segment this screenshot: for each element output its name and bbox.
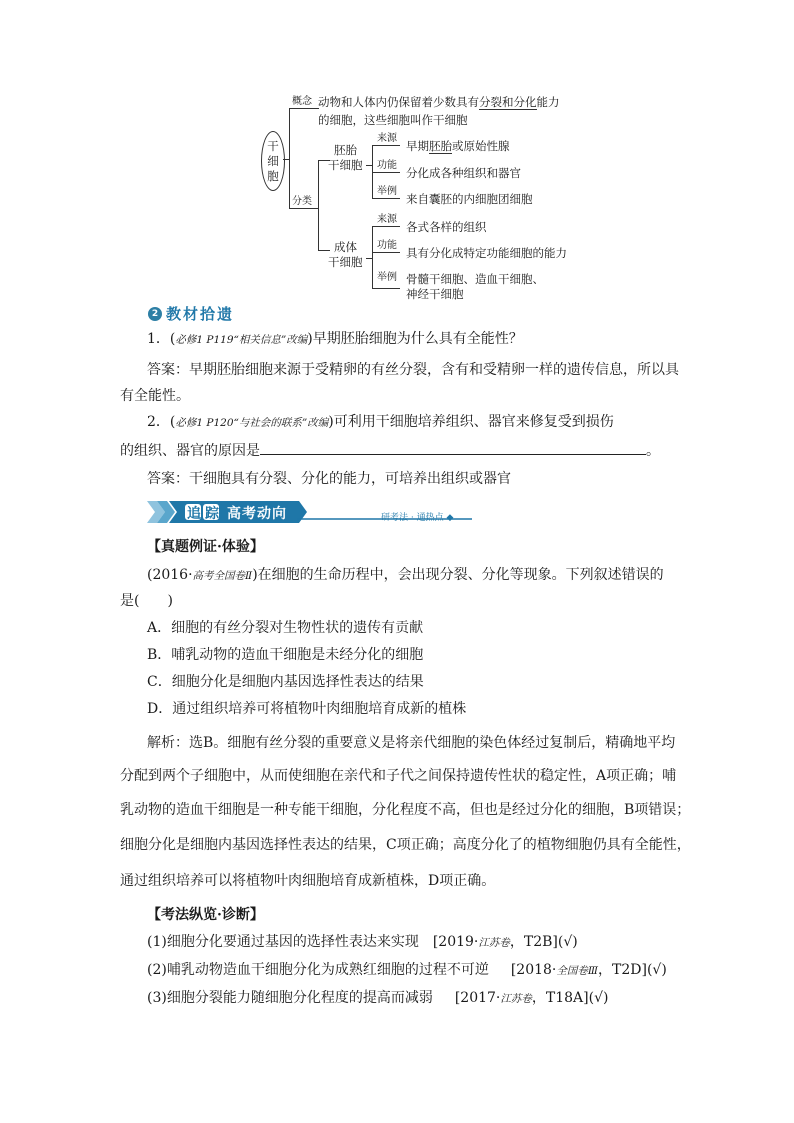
stem-source: 高考全国卷Ⅱ — [192, 570, 253, 582]
bracket-vertical — [372, 226, 373, 288]
zhenti-stem-line2: 是( ) — [120, 593, 173, 609]
explanation-line1: 解析：选B。细胞有丝分裂的重要意义是将亲代细胞的染色体经过复制后，精确地平均 — [147, 735, 676, 751]
option-c[interactable]: C．细胞分化是细胞内基因选择性表达的结果 — [147, 674, 424, 690]
question-text: 的组织、器官的原因是 — [120, 443, 260, 459]
option-b[interactable]: B．哺乳动物的造血干细胞是未经分化的细胞 — [147, 647, 424, 663]
explanation-line3: 乳动物的造血干细胞是一种专能干细胞，分化程度不高，但也是经过分化的细胞，B项错误； — [120, 802, 691, 818]
item-text: (1)细胞分化要通过基因的选择性表达来实现 — [147, 934, 419, 950]
explanation-line2: 分配到两个子细胞中，从而使细胞在亲代和子代之间保持遗传性状的稳定性，A项正确；哺 — [120, 768, 677, 784]
item-ref: ，T2B](√) — [509, 934, 578, 950]
item-source: 全国卷Ⅲ — [556, 965, 599, 977]
fill-in-blank[interactable] — [260, 440, 646, 455]
banner-char: 高 — [227, 506, 242, 522]
connector-line — [372, 172, 400, 173]
connector-line — [372, 226, 400, 227]
kaofa-header: 【考法纵览·诊断】 — [147, 907, 264, 923]
example-label: 举例 — [377, 272, 397, 283]
answer-1-line2: 有全能性。 — [120, 388, 190, 404]
example-label: 举例 — [377, 186, 397, 197]
question-1 — [147, 329, 523, 350]
option-a[interactable]: A．细胞的有丝分裂对生物性状的遗传有贡献 — [147, 620, 424, 636]
kaofa-item-2 — [147, 960, 667, 981]
banner-char: 动 — [257, 506, 272, 522]
embryo-source — [406, 139, 510, 153]
section-title: 教材拾遗 — [166, 305, 235, 323]
concept-diagram — [0, 0, 794, 300]
connector-line — [289, 108, 319, 109]
root-char: 干 — [267, 138, 279, 153]
connector-line — [372, 252, 400, 253]
question-2 — [147, 412, 614, 433]
embryo-label: 胚胎 — [334, 143, 357, 157]
bracket-vertical — [318, 160, 319, 250]
embryo-example: 来自囊胚的内细胞团细胞 — [406, 192, 533, 206]
classify-label: 分类 — [292, 196, 312, 207]
concept-keyword: 分裂和分化 — [479, 95, 537, 109]
connector-line — [289, 208, 314, 209]
banner-boxed-char: 踪 — [205, 506, 219, 522]
kaofa-item-3 — [147, 988, 608, 1009]
source-keyword: 胚胎 — [429, 139, 452, 153]
adult-example-line1: 骨髓干细胞、造血干细胞、 — [406, 272, 544, 286]
connector-line — [318, 250, 330, 251]
question-text: )可利用干细胞培养组织、器官来修复受到损伤 — [328, 414, 614, 430]
adult-example-line2: 神经干细胞 — [406, 287, 464, 301]
concept-text-line2: 的细胞，这些细胞叫作干细胞 — [318, 113, 468, 127]
stem-text: )在细胞的生命历程中，会出现分裂、分化等现象。下列叙述错误的 — [252, 567, 664, 583]
embryo-function: 分化成各种组织和器官 — [406, 166, 521, 180]
root-char: 细 — [267, 153, 279, 168]
item-ref: ，T18A](√) — [531, 990, 609, 1006]
banner-boxed-char: 追 — [187, 506, 201, 522]
adult-label: 成体 — [334, 240, 357, 254]
source-text: 或原始性腺 — [452, 139, 510, 153]
adult-label: 干细胞 — [328, 255, 363, 269]
answer-1-line1: 答案：早期胚胎细胞来源于受精卵的有丝分裂，含有和受精卵一样的遗传信息，所以具 — [147, 362, 679, 378]
item-ref: ，T2D](√) — [598, 962, 667, 978]
source-text: 早期 — [406, 139, 429, 153]
adult-function: 具有分化成特定功能细胞的能力 — [406, 246, 567, 260]
connector-line — [372, 145, 400, 146]
question-source: 必修1 P120“与社会的联系”改编 — [175, 417, 329, 429]
item-source: 江苏卷 — [500, 993, 532, 1005]
connector-line — [372, 288, 400, 289]
question-2-line2 — [120, 440, 660, 461]
root-char: 胞 — [267, 168, 279, 183]
question-number: 1．( — [147, 331, 176, 347]
source-label: 来源 — [377, 133, 397, 144]
concept-text: 能力 — [536, 95, 560, 109]
explanation-line5: 通过组织培养可以将植物叶肉细胞培育成新植株，D项正确。 — [120, 873, 496, 889]
section-number-icon: 2 — [148, 307, 162, 321]
concept-label: 概念 — [292, 96, 312, 107]
concept-text: 动物和人体内仍保留着少数具有 — [318, 95, 479, 109]
answer-2: 答案：干细胞具有分裂、分化的能力，可培养出组织或器官 — [147, 471, 511, 487]
item-ref: [2019· — [432, 934, 479, 950]
stem-cell-root-node — [261, 131, 285, 191]
item-ref: [2017· — [454, 990, 501, 1006]
question-text: )早期胚胎细胞为什么具有全能性？ — [307, 331, 523, 347]
banner-subtitle: 研考法 · 通热点 ◆ — [381, 513, 454, 523]
concept-text-line1 — [318, 95, 560, 109]
kaofa-item-1 — [147, 932, 578, 953]
question-source: 必修1 P119“相关信息”改编 — [175, 334, 308, 346]
stem-text: (2016· — [147, 567, 193, 583]
explanation-line4: 细胞分化是细胞内基因选择性表达的结果，C项正确；高度分化了的植物细胞仍具有全能性， — [120, 837, 691, 853]
item-source: 江苏卷 — [478, 937, 510, 949]
banner-title — [185, 503, 287, 523]
zhenti-stem — [147, 565, 664, 586]
source-label: 来源 — [377, 214, 397, 225]
adult-source: 各式各样的组织 — [406, 220, 487, 234]
embryo-label: 干细胞 — [328, 158, 363, 172]
zhenti-header: 【真题例证·体验】 — [147, 539, 264, 555]
function-label: 功能 — [377, 160, 397, 171]
item-text: (2)哺乳动物造血干细胞分化为成熟红细胞的过程不可逆 — [147, 962, 489, 978]
item-text: (3)细胞分裂能力随细胞分化程度的提高而减弱 — [147, 990, 433, 1006]
banner-char: 向 — [272, 506, 287, 522]
banner-char: 考 — [242, 506, 257, 522]
option-d[interactable]: D．通过组织培养可将植物叶肉细胞培育成新的植株 — [147, 701, 467, 717]
question-text: 。 — [646, 443, 660, 459]
bracket-vertical — [289, 108, 290, 208]
function-label: 功能 — [377, 240, 397, 251]
question-number: 2．( — [147, 414, 176, 430]
item-ref: [2018· — [510, 962, 557, 978]
connector-line — [372, 198, 400, 199]
